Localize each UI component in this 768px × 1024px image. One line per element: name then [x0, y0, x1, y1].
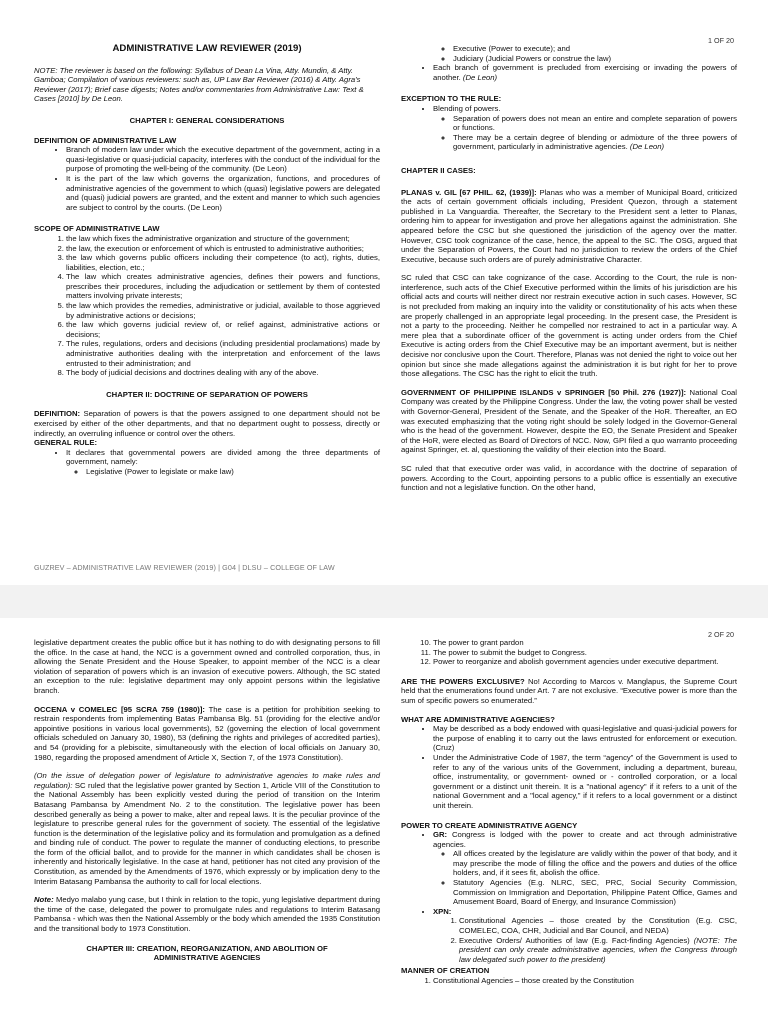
list-item: ◦ All offices created by the legislature are validly within the power of that body, and it may prescribe the mode of filling the office and the powers and duties of the office holders, and, if it sees fit, abolish the office.	[453, 849, 737, 878]
left-column	[34, 638, 380, 963]
list-item: 4. The law which creates administrative agencies, defines their powers and functions, prescribes their procedures, including the adjudication or settlement by them of contested matters involving private interests;	[66, 272, 380, 301]
right-column	[401, 638, 737, 986]
section-heading: CHAPTER II CASES:	[401, 165, 476, 175]
section-heading: WHAT ARE ADMINISTRATIVE AGENCIES?	[401, 714, 555, 724]
list-item: 11. The power to submit the budget to Congress.	[433, 648, 737, 658]
section-heading: DEFINITION OF ADMINISTRATIVE LAW	[34, 135, 177, 145]
list-item	[433, 104, 737, 152]
scope-list	[34, 234, 380, 378]
executive-powers-list	[401, 638, 737, 667]
answer-text: No! According to Marcos v. Manglapus, the Supreme Court held that the enumerations found under Art. 7 are not exclusive. “Executive power is more than the sum of specific powers so enumerated.”	[401, 676, 738, 705]
list-item: • It is the part of the law which governs the organization, functions, and procedures of administrative agencies of the government to which (quasi) legislative powers are delegated and (quasi) judicial powers are granted, and the extent and manner to which such agencies are subject to control by the courts. (De Leon)	[66, 174, 380, 212]
list-item: 7. The rules, regulations, orders and decisions (including presidential proclamations) made by administrative authorities dealing with the interpretation and enforcement of the laws entrusted to their administration; and	[66, 339, 380, 368]
section-heading: EXCEPTION TO THE RULE:	[401, 94, 502, 104]
list-item: ◦ Statutory Agencies (E.g. NLRC, SEC, PRC, Social Security Commission, Commission on Immigration and Deportation, Philippine Patent Office, Games and Amusement Board, Board of Energy, and Insurance Commission)	[453, 878, 737, 907]
list-item-text: Congress is lodged with the power to create and act through administrative agencies.	[433, 830, 737, 849]
section-heading: POWER TO CREATE ADMINISTRATIVE AGENCY	[401, 820, 578, 830]
section-heading: GENERAL RULE:	[34, 438, 98, 448]
list-item: ◦ Executive (Power to execute); and	[453, 44, 737, 54]
definition-paragraph	[34, 409, 380, 438]
gr-label: GR:	[433, 830, 448, 840]
case-paragraph	[34, 771, 380, 886]
list-item-text: Blending of powers.	[433, 103, 501, 113]
list-item	[453, 133, 737, 152]
section-heading: MANNER OF CREATION	[401, 966, 490, 976]
left-column	[34, 44, 380, 477]
agencies-list	[401, 724, 737, 810]
list-item: 6. the law which governs judicial review of, or relief against, administrative actions or decisions;	[66, 320, 380, 339]
xpn-label: XPN:	[433, 906, 452, 916]
issue-label: (On the issue of delegation power of legislature to administrative agencies to make rules and regulation):	[34, 771, 380, 790]
case-citation: GOVERNMENT OF PHILIPPINE ISLANDS v SPRINGER [50 Phil. 276 (1927)]:	[401, 387, 687, 397]
list-item: 12. Power to reorganize and abolish government agencies under executive department.	[433, 657, 737, 667]
list-item	[433, 63, 737, 82]
note-paragraph	[34, 895, 380, 933]
document-title: ADMINISTRATIVE LAW REVIEWER (2019)	[112, 43, 302, 54]
list-item: 5. the law which provides the remedies, administrative or judicial, available to those aggrieved by administrative actions or decisions;	[66, 301, 380, 320]
power-create-list	[401, 830, 737, 964]
page-footer: GUZREV – ADMINISTRATIVE LAW REVIEWER (2019) | G04 | DLSU – COLLEGE OF LAW	[34, 563, 335, 572]
chapter-heading: CHAPTER II: DOCTRINE OF SEPARATION OF POWERS	[106, 389, 308, 399]
list-item-text: It declares that governmental powers are divided among the three departments of government, namely:	[66, 447, 380, 467]
citation: (De Leon)	[629, 142, 665, 152]
chapter-heading: CHAPTER I: GENERAL CONSIDERATIONS	[129, 115, 285, 125]
case-paragraph	[401, 188, 737, 265]
list-item	[433, 830, 737, 907]
case-text: Planas who was a member of Municipal Board, criticized the acts of certain government officials including, President Quezon, through a statement published in La Vanguardia. Thereafter, the Secretary to the President sent a letter to Planas, ordering him to appear for investigation and prove her allegations against the administration. She appeared before the CSC but she questioned the jurisdiction of the agency over the matter. However, CSC took cognizance of the case, hence, the appeal to the SC. The OSG, argued that under the Separation of Powers, the Court had no jurisdiction to review the orders of the Chief Executive, because such orders are of purely administrative Character.	[401, 187, 738, 264]
list-item-text: Executive Orders/ Authorities of law (E.g. Fact-finding Agencies)	[459, 935, 690, 945]
chapter-heading: CHAPTER III: CREATION, REORGANIZATION, AND ABOLITION OF ADMINISTRATIVE AGENCIES	[86, 943, 328, 963]
section-heading: SCOPE OF ADMINISTRATIVE LAW	[34, 224, 160, 234]
case-citation: PLANAS v. GIL [67 PHIL. 62, (1939)]:	[401, 187, 537, 197]
list-item: 3. the law which governs public officers including their competence (to act), rights, duties, liabilities, election, etc.;	[66, 253, 380, 272]
case-text: SC ruled that the legislative power granted by Section 1, Article VIII of the Constitution to the National Assembly has been explicitly vested during the period of transition on the Interim Batasang Pambansa by Amendment No. 2 to the constitution. The legislative power has been described generally as being a power to make, alter and repeal laws. It is the peculiar province of the legislature to prescribe general rules for the government of society. The essential of the legislative function is the determination of the legislative policy and its formulation and promulgation as a defined and binding rule of conduct. The power to regulate the manner of conducting elections, to prescribe the form of the official ballot, and to provide for the manner in which candidates shall be chosen is inherently and historically legislative. In the case at hand, petitioner has not cited any provision of the Constitution, as amended by the Amendments of 1976, which expressly or by implication deny to the Interim Batasang Pambansa the authority to call for local elections.	[34, 780, 380, 886]
general-rule-continued	[401, 44, 737, 82]
case-paragraph: SC ruled that that executive order was valid, in accordance with the doctrine of separation of powers. According to the Court, appointing persons to a public office is essentially an executive function and not a legislative function. On the other hand,	[401, 463, 737, 493]
definition-list	[34, 145, 380, 212]
note-text: (NOTE: The president can only create administrative agencies, when the Congress through law delegated such power to the president)	[459, 935, 738, 964]
reviewer-note: NOTE: The reviewer is based on the following: Syllabus of Dean La Vina, Atty. Mundin, & Atty. Gamboa; Compilation of various reviewers: such as, UP Law Bar Reviewer (2016) & Atty. Agra's Reviewer (2017); Brief case digests; Notes and/or commentaries from Administrative Law: Text & Cases [2010] by De Leon.	[34, 65, 364, 104]
case-paragraph: SC ruled that CSC can take cognizance of the case. According to the Court, the rule is non-interference, such acts of the Chief Executive performed within the limits of his jurisdiction are his official acts and courts will neither direct nor restrain executive action in such cases. However, SC is not precluded from making an inquiry into the validity or constitutionality of his acts when these are properly challenged in an appropriate legal proceeding. In the present case, the President is not a party to the proceeding. Neither he compelled nor restrained to act in a particular way. A mere plea that a subordinate officer of the government is acting under orders from the Chief Executive is acting orders from the Chief Executive may be an important averment, but is neither decisive nor conclusive upon the Court. Therefore, Planas was not denied the right to voice out her opinion but since she made allegations against the administration it is but right for her to prove those allegations. The CSC has the right to elicit the truth.	[401, 273, 737, 379]
citation: (De Leon)	[462, 72, 498, 82]
list-item: 1. the law which fixes the administrative organization and structure of the government;	[66, 234, 380, 244]
list-item	[433, 44, 737, 63]
question-label: ARE THE POWERS EXCLUSIVE?	[401, 676, 525, 686]
case-paragraph	[401, 388, 737, 455]
list-item: ◦ Judiciary (Judicial Powers or construe the law)	[453, 54, 737, 64]
list-item: • May be described as a body endowed with quasi-legislative and quasi-judicial powers for the purpose of enabling it to carry out the laws entrusted for enforcement or execution. (Cruz)	[433, 724, 737, 753]
list-item: 2. the law, the execution or enforcement of which is entrusted to administrative authorities;	[66, 244, 380, 254]
list-item	[459, 936, 737, 965]
list-item: • Branch of modern law under which the executive department of the government, acting in a quasi-legislative or quasi-judicial capacity, interferes with the conduct of the individual for the purpose of promoting the well-being of the community. (De Leon)	[66, 145, 380, 174]
general-rule-list	[34, 448, 380, 477]
case-paragraph: legislative department creates the public office but it has nothing to do with designating persons to fill the office. In the case at hand, the NCC is a government owned and controlled corporation, thus, in allowing the Senate President and the House Speaker, to appoint member of the NCC is a clear violation of separation of powers which is an invasion of executive powers. Although, the SC stated an exception to the rule: legislative department may only appoint persons within the legislative branch.	[34, 638, 380, 695]
definition-text: Separation of powers is that the powers assigned to one department should not be exercised by either of the other departments, and that no department ought to possess, directly or indirectly, an overruling influence or control over the others.	[34, 409, 380, 438]
list-item-text: Each branch of government is precluded from exercising or invading the powers of another.	[433, 63, 737, 82]
page-2	[0, 618, 768, 1024]
list-item: 8. The body of judicial decisions and doctrines dealing with any of the above.	[66, 368, 380, 378]
list-item-text: There may be a certain degree of blending or admixture of the three powers of government, particularly in administrative agencies.	[453, 132, 737, 152]
exception-list	[401, 104, 737, 152]
exclusive-paragraph	[401, 677, 737, 706]
case-paragraph	[34, 705, 380, 763]
list-item: ◦ Legislative (Power to legislate or make law)	[86, 467, 380, 477]
list-item: • Under the Administrative Code of 1987, the term “agency” of the Government is used to refer to any of the various units of the Government, including a department, bureau, office, instrumentality, or government- owned or - controlled corporation, or a local government or a distinct unit therein. It is a "national agency" if it refers to a unit of the national Government and a "local agency," if it refers to a local government or a distinct unit therein.	[433, 753, 737, 811]
list-item: 1. Constitutional Agencies – those created by the Constitution (E.g. CSC, COMELEC, COA, CHR, Judicial and Bar Council, and NEDA)	[459, 916, 737, 935]
list-item: ◦ Separation of powers does not mean an entire and complete separation of powers or functions.	[453, 114, 737, 133]
list-item: 1. Constitutional Agencies – those created by the Constitution	[433, 976, 737, 986]
definition-label: DEFINITION:	[34, 409, 81, 419]
manner-list	[401, 976, 737, 986]
note-label: Note:	[34, 895, 54, 905]
page-number: 1 OF 20	[708, 36, 734, 45]
list-item	[66, 448, 380, 477]
case-text: National Coal Company was created by the Philippine Congress. Under the law, the voting power shall be vested with Governor-General, President of the Senate, and the Speaker of the HoR. Thereafter, an EO was executed emphasizing that the voting right should be solely lodged in the Governor-General who is the head of the government. However, despite the EO, the Senate President and Speaker of the HoR, were elected as Board of Directors of NCC. Now, GPI filed a quo warranto proceeding against Springer, et. al, questioning the validity of their election into the Board.	[401, 387, 737, 455]
page-number: 2 OF 20	[708, 630, 734, 639]
page-separator	[0, 585, 768, 618]
list-item	[433, 907, 737, 965]
case-text: The case is a petition for prohibition seeking to restrain respondents from implementing Batas Pambansa Blg. 51 (providing for the elective and/or appointive positions in various local governments), 52 (governing the election of local government officials scheduled on January 30, 1980), 53 (defining the rights and privileges of accredited parties), and 54 (providing for a plebiscite, simultaneously with the election of local officials on January 30, 1980, regarding the proposed amendment of Article X, Section 7, of the 1973 Constitution).	[34, 704, 380, 762]
note-text: Medyo malabo yung case, but I think in relation to the topic, yung legislative department during the time of the case, delegated the power to promulgate rules and regulations to Interim Batasang Pambansa - which was then the National Assembly or the body which amended the 1935 Constitution and the transitional body to 1973 Constitution.	[34, 895, 380, 934]
list-item: 10. The power to grant pardon	[433, 638, 737, 648]
right-column	[401, 44, 737, 502]
case-citation: OCCENA v COMELEC [95 SCRA 759 (1980)]:	[34, 704, 205, 714]
